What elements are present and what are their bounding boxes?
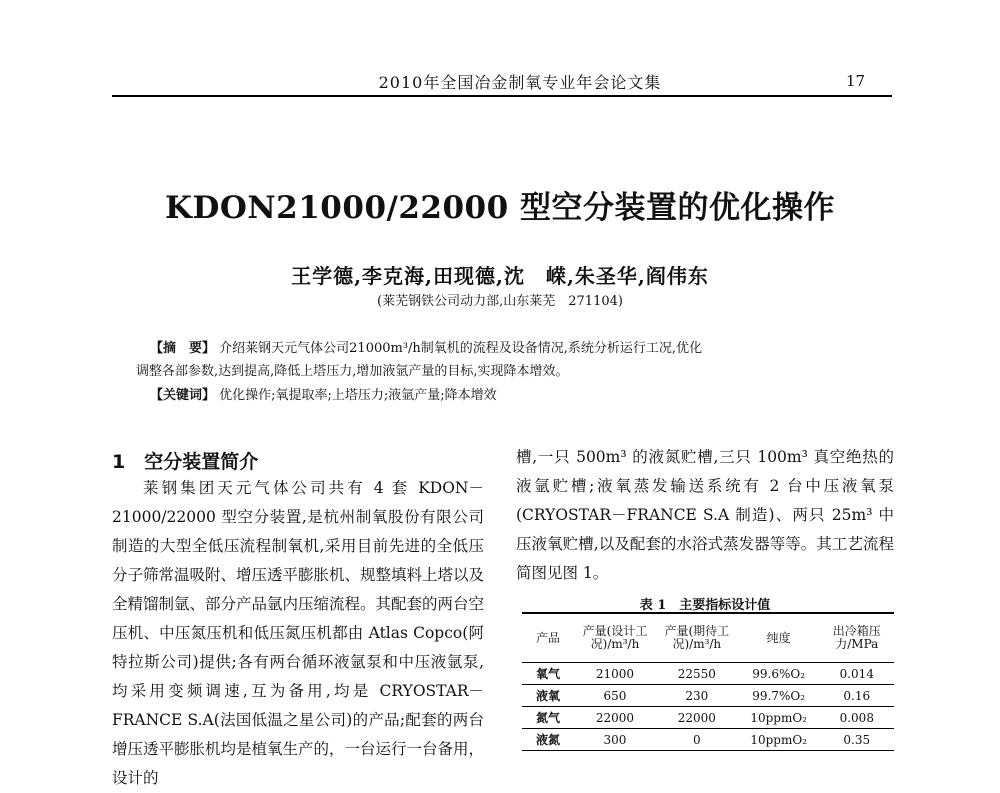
table-cell: 22000 xyxy=(574,707,656,729)
table-header: 出冷箱压力/MPa xyxy=(820,613,894,663)
abstract-line2 xyxy=(136,360,846,383)
table-cell: 21000 xyxy=(574,663,656,685)
table-cell: 0 xyxy=(656,729,738,751)
right-column-text: 槽,一只 500m³ 的液氮贮槽,三只 100m³ 真空绝热的液氩贮槽;液氧蒸发输送系统有 2 台中压液氧泵(CRYOSTAR－FRANCE S.A 制造)、两只 25m³ 中压液氧贮槽,以及配套的水浴式蒸发器等等。其工艺流程简图见图 1。 xyxy=(516,448,894,582)
abstract-line1 xyxy=(150,337,860,360)
page-number: 17 xyxy=(846,72,866,90)
table-row xyxy=(522,707,894,729)
table-cell: 10ppmO₂ xyxy=(738,729,820,751)
table-row xyxy=(522,663,894,685)
table-caption: 表 1 主要指标设计值 xyxy=(639,598,771,613)
keywords-label: 【关键词】 xyxy=(150,388,216,403)
keywords-text: 优化操作;氧提取率;上塔压力;液氩产量;降本增效 xyxy=(219,388,497,403)
abstract-label: 【摘 要】 xyxy=(150,341,216,356)
table-cell: 650 xyxy=(574,685,656,707)
section-heading: 1 空分装置简介 xyxy=(112,451,259,473)
table-cell: 300 xyxy=(574,729,656,751)
table-cell: 液氧 xyxy=(522,685,574,707)
table-header-row xyxy=(522,613,894,663)
abstract-text-2: 调整各部参数,达到提高,降低上塔压力,增加液氩产量的目标,实现降本增效。 xyxy=(136,364,569,379)
table-cell: 230 xyxy=(656,685,738,707)
table-cell: 液氮 xyxy=(522,729,574,751)
left-column-text: 莱钢集团天元气体公司共有 4 套 KDON－21000/22000 型空分装置,是杭州制氧股份有限公司制造的大型全低压流程制氧机,采用目前先进的全低压分子筛常温吸附、增压透平膨胀机、规整填料上塔以及全精馏制氩、部分产品氩内压缩流程。其配套的两台空压机、中压氮压机和低压氮压机都由 Atlas Copco(阿特拉斯公司)提供;各有两台循环液氩泵和中压液氩泵,均采用变频调速,互为备用,均是 CRYOSTAR－FRANCE S.A(法国低温之星公司)的产品;配套的两台增压透平膨胀机均是植氧生产的，一台运行一台备用，设计的 xyxy=(112,479,485,787)
table-cell: 99.6%O₂ xyxy=(738,663,820,685)
keywords xyxy=(150,384,860,407)
table-cell: 0.35 xyxy=(820,729,894,751)
header-rule xyxy=(112,95,892,97)
table-header: 产品 xyxy=(522,613,574,663)
abstract-text-1: 介绍莱钢天元气体公司21000m³/h制氧机的流程及设备情况,系统分析运行工况,优化 xyxy=(219,341,703,356)
table-cell: 0.014 xyxy=(820,663,894,685)
table-cell: 22000 xyxy=(656,707,738,729)
table-header: 产量(期待工况)/m³/h xyxy=(656,613,738,663)
running-header-title: 2010年全国冶金制氧专业年会论文集 xyxy=(378,73,662,92)
author-list: 王学德,李克海,田现德,沈 嵘,朱圣华,阎伟东 xyxy=(291,264,709,288)
table-cell: 99.7%O₂ xyxy=(738,685,820,707)
spec-table xyxy=(522,612,894,751)
table-cell: 0.008 xyxy=(820,707,894,729)
paper-title: KDON21000/22000 型空分装置的优化操作 xyxy=(165,190,835,226)
table-cell: 22550 xyxy=(656,663,738,685)
table-row xyxy=(522,685,894,707)
table-cell: 0.16 xyxy=(820,685,894,707)
table-cell: 氮气 xyxy=(522,707,574,729)
affiliation: (莱芜钢铁公司动力部,山东莱芜 271104) xyxy=(377,294,623,309)
table-header: 产量(设计工况)/m³/h xyxy=(574,613,656,663)
table-header: 纯度 xyxy=(738,613,820,663)
table-cell: 10ppmO₂ xyxy=(738,707,820,729)
table-cell: 氧气 xyxy=(522,663,574,685)
table-row xyxy=(522,729,894,751)
